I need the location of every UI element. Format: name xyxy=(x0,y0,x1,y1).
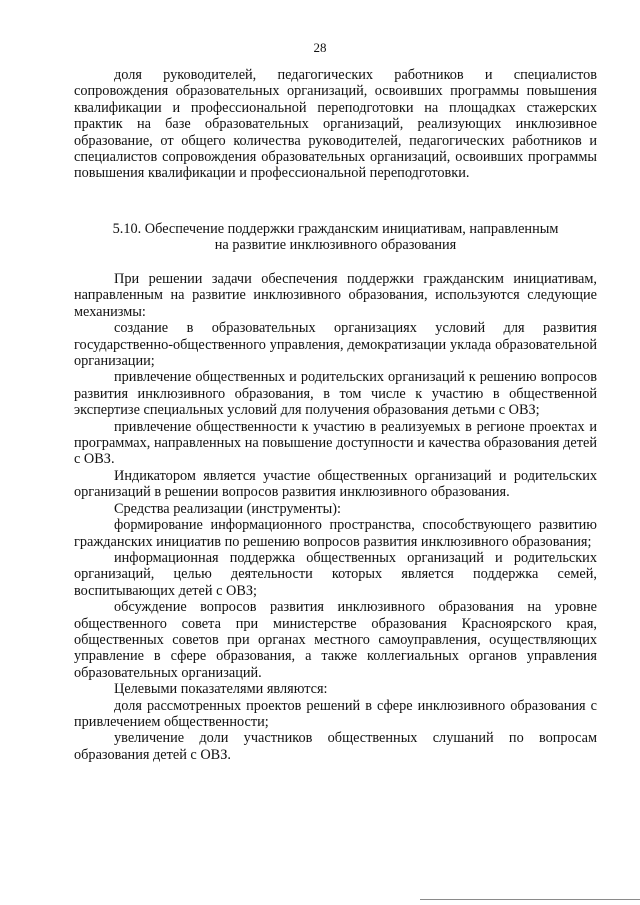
paragraph-target-2: увеличение доли участников общественных слушаний по вопросам образования детей с ОВЗ. xyxy=(74,730,597,763)
paragraph-targets-heading: Целевыми показателями являются: xyxy=(114,681,328,698)
paragraph-tool-1: формирование информационного пространства, способствующего развитию гражданских инициатив по решению вопросов развития инклюзивного образования; xyxy=(74,517,597,550)
section-heading-line-1: 5.10. Обеспечение поддержки гражданским инициативам, направленным xyxy=(112,221,559,237)
section-heading-line-2: на развитие инклюзивного образования xyxy=(214,237,457,254)
intro-paragraph: доля руководителей, педагогических работников и специалистов сопровождения образовательных организаций, освоивших программы повышения квалификации и профессиональной переподготовки на площадках стажерских практик на базе образовательных организаций, реализующих инклюзивное образование, от общего количества руководителей, педагогических работников и специалистов сопровождения образовательных организаций, освоивших программы повышения квалификации и профессиональной переподготовки. xyxy=(74,67,597,182)
paragraph-tool-2: информационная поддержка общественных организаций и родительских организаций, целью деятельности которых является поддержка семей, воспитывающих детей с ОВЗ; xyxy=(74,549,597,599)
section-heading xyxy=(74,221,597,254)
paragraph-mechanisms-intro: При решении задачи обеспечения поддержки гражданским инициативам, направленным на развитие инклюзивного образования, используются следующие механизмы: xyxy=(74,271,597,320)
paragraph-mechanism-1: создание в образовательных организациях условий для развития государственно-общественного управления, демократизации уклада образовательной организации; xyxy=(74,320,597,370)
bottom-scan-line xyxy=(420,899,640,900)
paragraph-mechanism-3: привлечение общественности к участию в реализуемых в регионе проектах и программах, направленных на повышение доступности и качества образования детей с ОВЗ. xyxy=(74,418,597,468)
paragraph-tools-heading: Средства реализации (инструменты): xyxy=(114,500,342,517)
paragraph-tool-3: обсуждение вопросов развития инклюзивного образования на уровне общественного совета при министерстве образования Красноярского края, общественных советов при органах местного самоуправления, осуществляющих управление в сфере образования, а также коллегиальных органов управления образовательных организаций. xyxy=(74,599,597,681)
paragraph-mechanism-2: привлечение общественных и родительских организаций к решению вопросов развития инклюзивного образования, в том числе к участию в общественной экспертизе специальных условий для получения образования детьми с ОВЗ; xyxy=(74,369,597,419)
section-body xyxy=(74,271,597,763)
page-number: 28 xyxy=(313,40,327,55)
paragraph-target-1: доля рассмотренных проектов решений в сфере инклюзивного образования с привлечением общественности; xyxy=(74,697,597,730)
paragraph-indicator: Индикатором является участие общественных организаций и родительских организаций в решении вопросов развития инклюзивного образования. xyxy=(74,467,597,501)
intro-block xyxy=(74,67,597,182)
